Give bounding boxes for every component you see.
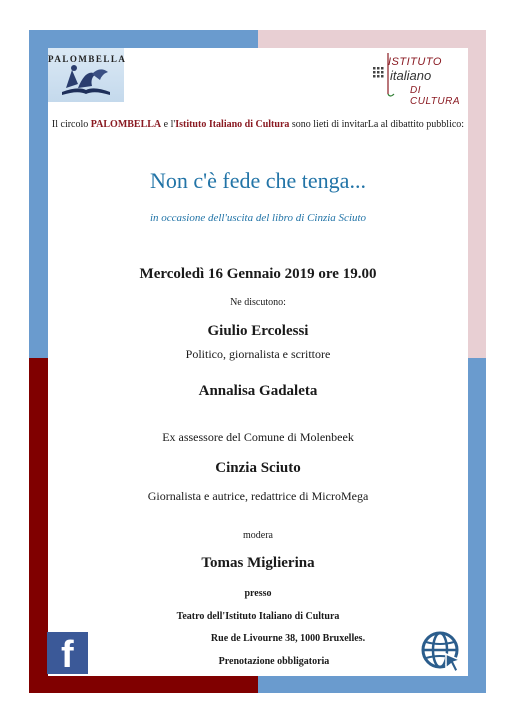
venue-label: presso <box>244 588 272 599</box>
frame-bottom-left <box>29 676 260 693</box>
speaker-name: Giulio Ercolessi <box>207 323 309 339</box>
discussants-label: Ne discutono: <box>230 297 286 308</box>
frame-left-top <box>29 30 48 360</box>
istituto-logo-line2: italiano <box>390 68 432 83</box>
venue-name: Teatro dell'Istituto Italiano di Cultura <box>176 611 340 622</box>
frame-right-top <box>468 30 486 360</box>
frame-left-bottom <box>29 358 48 693</box>
speaker-name: Cinzia Sciuto <box>215 460 301 476</box>
intro-palombella: PALOMBELLA <box>90 119 162 130</box>
invitation-card <box>48 48 468 676</box>
speaker-role: Ex assessore del Comune di Molenbeek <box>162 430 354 444</box>
event-title: Non c'è fede che tenga... <box>150 168 366 193</box>
istituto-logo-line3: DI CULTURA <box>410 85 460 107</box>
facebook-icon[interactable]: f <box>47 632 88 674</box>
intro-part2: e l' <box>161 119 176 130</box>
book-dove-icon <box>48 48 127 102</box>
frame-top-right <box>258 30 486 48</box>
event-subtitle: in occasione dell'uscita del libro di Cinzia Sciuto <box>149 212 367 224</box>
frame-top-left <box>29 30 260 48</box>
event-date: Mercoledì 16 Gennaio 2019 ore 19.00 <box>139 266 377 282</box>
moderator-label: modera <box>243 530 273 541</box>
speaker-role: Giornalista e autrice, redattrice di MicroMega <box>147 489 369 503</box>
venue-address: Rue de Livourne 38, 1000 Bruxelles. <box>210 633 366 644</box>
globe-cursor-icon[interactable] <box>420 630 464 674</box>
moderator-name: Tomas Miglierina <box>201 555 315 571</box>
speaker-name: Annalisa Gadaleta <box>198 383 318 399</box>
istituto-logo <box>368 50 468 107</box>
istituto-logo-line1: ISTITUTO <box>388 56 442 68</box>
intro-istituto: Istituto Italiano di Cultura <box>175 119 290 130</box>
palombella-logo <box>48 48 127 102</box>
intro-part1: Il circolo <box>51 119 91 130</box>
intro-text <box>48 118 468 131</box>
frame-bottom-right <box>258 676 486 693</box>
intro-part3: sono lieti di invitarLa al dibattito pubblico: <box>289 119 465 130</box>
palombella-logo-text: PALOMBELLA <box>48 54 127 64</box>
speaker-role: Politico, giornalista e scrittore <box>185 347 331 361</box>
booking-note: Prenotazione obbligatoria <box>218 656 330 667</box>
